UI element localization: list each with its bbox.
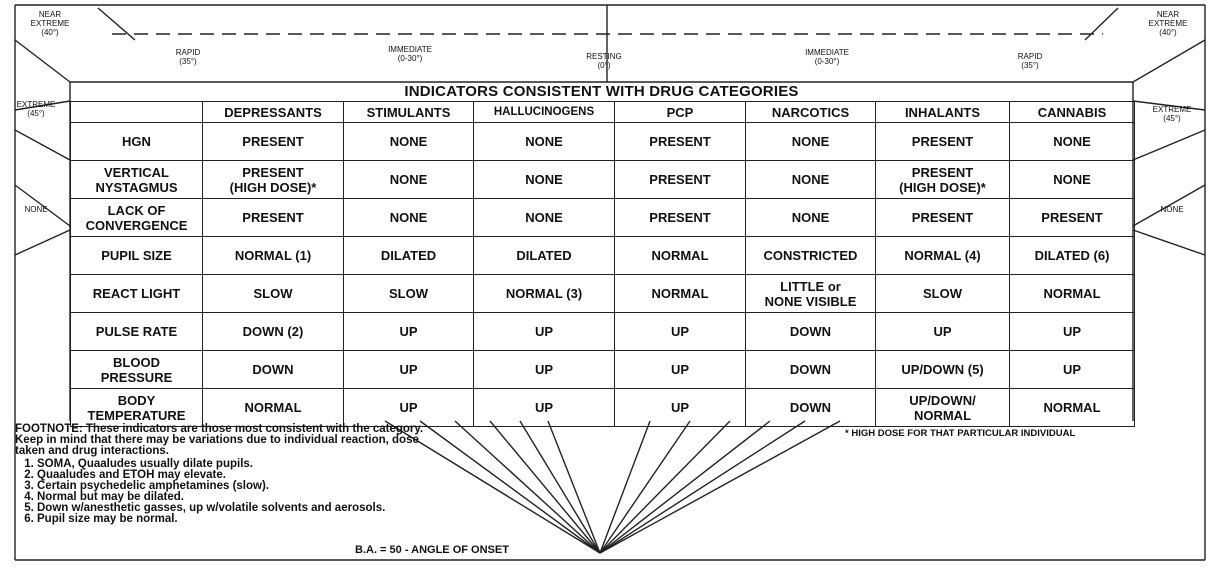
table-cell: UP: [474, 313, 615, 351]
header-stimulants: STIMULANTS: [344, 102, 474, 123]
table-cell: PRESENT: [615, 199, 746, 237]
footnote-item: 3. Certain psychedelic amphetamines (slow).: [37, 481, 435, 492]
table-cell: NONE: [746, 123, 876, 161]
table-row: [71, 123, 1135, 161]
table-row: [71, 237, 1135, 275]
table-cell: PRESENT: [203, 123, 344, 161]
table-cell: UP: [1010, 351, 1135, 389]
extreme-left-label: EXTREME (45°): [16, 100, 56, 118]
table-cell: UP: [615, 389, 746, 427]
table-cell: PRESENT: [876, 123, 1010, 161]
table-cell: UP: [876, 313, 1010, 351]
table-cell: UP: [344, 351, 474, 389]
table-cell: NONE: [746, 199, 876, 237]
table-cell: DOWN: [746, 389, 876, 427]
row-label-cell: PULSE RATE: [71, 313, 203, 351]
table-cell: SLOW: [203, 275, 344, 313]
table-row: [71, 313, 1135, 351]
table-cell: PRESENT: [203, 199, 344, 237]
table-cell: PRESENT (HIGH DOSE)*: [876, 161, 1010, 199]
header-narcotics: NARCOTICS: [746, 102, 876, 123]
table-cell: DOWN: [203, 351, 344, 389]
table-cell: UP: [344, 313, 474, 351]
table-cell: SLOW: [876, 275, 1010, 313]
table-row: [71, 351, 1135, 389]
near-extreme-left-label: NEAR EXTREME (40°): [30, 10, 70, 37]
footnote-item: 2. Quaaludes and ETOH may elevate.: [37, 470, 435, 481]
table-cell: NONE: [474, 161, 615, 199]
table-cell: NONE: [474, 123, 615, 161]
table-cell: PRESENT: [1010, 199, 1135, 237]
table-cell: DILATED: [344, 237, 474, 275]
table-cell: DOWN: [746, 351, 876, 389]
header-inhalants: INHALANTS: [876, 102, 1010, 123]
footnote-intro: FOOTNOTE: These indicators are those most consistent with the category. Keep in mind that there may be variations due to individual reaction, dose taken and drug interactions.: [15, 423, 424, 457]
resting-label: RESTING (0°): [586, 52, 622, 70]
row-label-cell: BLOOD PRESSURE: [71, 351, 203, 389]
table-row: [71, 275, 1135, 313]
row-label-cell: BODY TEMPERATURE: [71, 389, 203, 427]
extreme-right-label: EXTREME (45°): [1152, 105, 1192, 123]
table-cell: DOWN (2): [203, 313, 344, 351]
immediate-right-label: IMMEDIATE (0-30°): [805, 48, 849, 66]
table-row: [71, 389, 1135, 427]
table-cell: SLOW: [344, 275, 474, 313]
table-cell: NONE: [474, 199, 615, 237]
table-cell: CONSTRICTED: [746, 237, 876, 275]
table-cell: NORMAL (3): [474, 275, 615, 313]
table-cell: UP: [474, 389, 615, 427]
angle-of-onset-label: B.A. = 50 - ANGLE OF ONSET: [355, 544, 509, 556]
header-cannabis: CANNABIS: [1010, 102, 1135, 123]
table-cell: UP: [615, 313, 746, 351]
table-cell: UP: [1010, 313, 1135, 351]
table-cell: PRESENT: [615, 123, 746, 161]
table-title: INDICATORS CONSISTENT WITH DRUG CATEGORIES: [404, 82, 799, 100]
immediate-left-label: IMMEDIATE (0-30°): [388, 45, 432, 63]
table-cell: NORMAL: [1010, 389, 1135, 427]
table-cell: NONE: [1010, 123, 1135, 161]
header-cell: [71, 102, 203, 123]
table-cell: DILATED (6): [1010, 237, 1135, 275]
header-depressants: DEPRESSANTS: [203, 102, 344, 123]
table-cell: UP/DOWN/ NORMAL: [876, 389, 1010, 427]
table-cell: NONE: [746, 161, 876, 199]
rapid-left-label: RAPID (35°): [175, 48, 201, 66]
table-row: [71, 199, 1135, 237]
row-label-cell: VERTICAL NYSTAGMUS: [71, 161, 203, 199]
table-cell: NORMAL (4): [876, 237, 1010, 275]
row-label-cell: HGN: [71, 123, 203, 161]
header-hallucinogens: HALLUCINOGENS: [474, 102, 615, 123]
footnote: [15, 424, 435, 525]
table-cell: PRESENT: [615, 161, 746, 199]
table-cell: NORMAL: [615, 275, 746, 313]
table-cell: UP/DOWN (5): [876, 351, 1010, 389]
table-cell: DILATED: [474, 237, 615, 275]
footnote-list: [15, 459, 435, 525]
header-pcp: PCP: [615, 102, 746, 123]
table-cell: UP: [344, 389, 474, 427]
row-label-cell: PUPIL SIZE: [71, 237, 203, 275]
table-cell: NONE: [1010, 161, 1135, 199]
header-row: [71, 102, 1135, 123]
high-dose-note: * HIGH DOSE FOR THAT PARTICULAR INDIVIDUAL: [845, 428, 1076, 439]
none-left-label: NONE: [24, 205, 48, 214]
table-row: [71, 161, 1135, 199]
footnote-item: 6. Pupil size may be normal.: [37, 514, 435, 525]
table-cell: NORMAL: [615, 237, 746, 275]
table-cell: DOWN: [746, 313, 876, 351]
row-label-cell: LACK OF CONVERGENCE: [71, 199, 203, 237]
none-right-label: NONE: [1160, 205, 1184, 214]
table-cell: NONE: [344, 161, 474, 199]
indicators-table: [70, 101, 1135, 427]
near-extreme-right-label: NEAR EXTREME (40°): [1148, 10, 1188, 37]
table-cell: NORMAL: [203, 389, 344, 427]
footnote-item: 4. Normal but may be dilated.: [37, 492, 435, 503]
table-cell: NORMAL: [1010, 275, 1135, 313]
table-cell: UP: [615, 351, 746, 389]
footnote-item: 5. Down w/anesthetic gasses, up w/volatile solvents and aerosols.: [37, 503, 435, 514]
table-cell: NORMAL (1): [203, 237, 344, 275]
footnote-item: 1. SOMA, Quaaludes usually dilate pupils.: [37, 459, 435, 470]
table-cell: UP: [474, 351, 615, 389]
table-cell: NONE: [344, 123, 474, 161]
row-label-cell: REACT LIGHT: [71, 275, 203, 313]
table-cell: PRESENT (HIGH DOSE)*: [203, 161, 344, 199]
table-cell: LITTLE or NONE VISIBLE: [746, 275, 876, 313]
table-cell: NONE: [344, 199, 474, 237]
table-cell: PRESENT: [876, 199, 1010, 237]
rapid-right-label: RAPID (35°): [1017, 52, 1043, 70]
